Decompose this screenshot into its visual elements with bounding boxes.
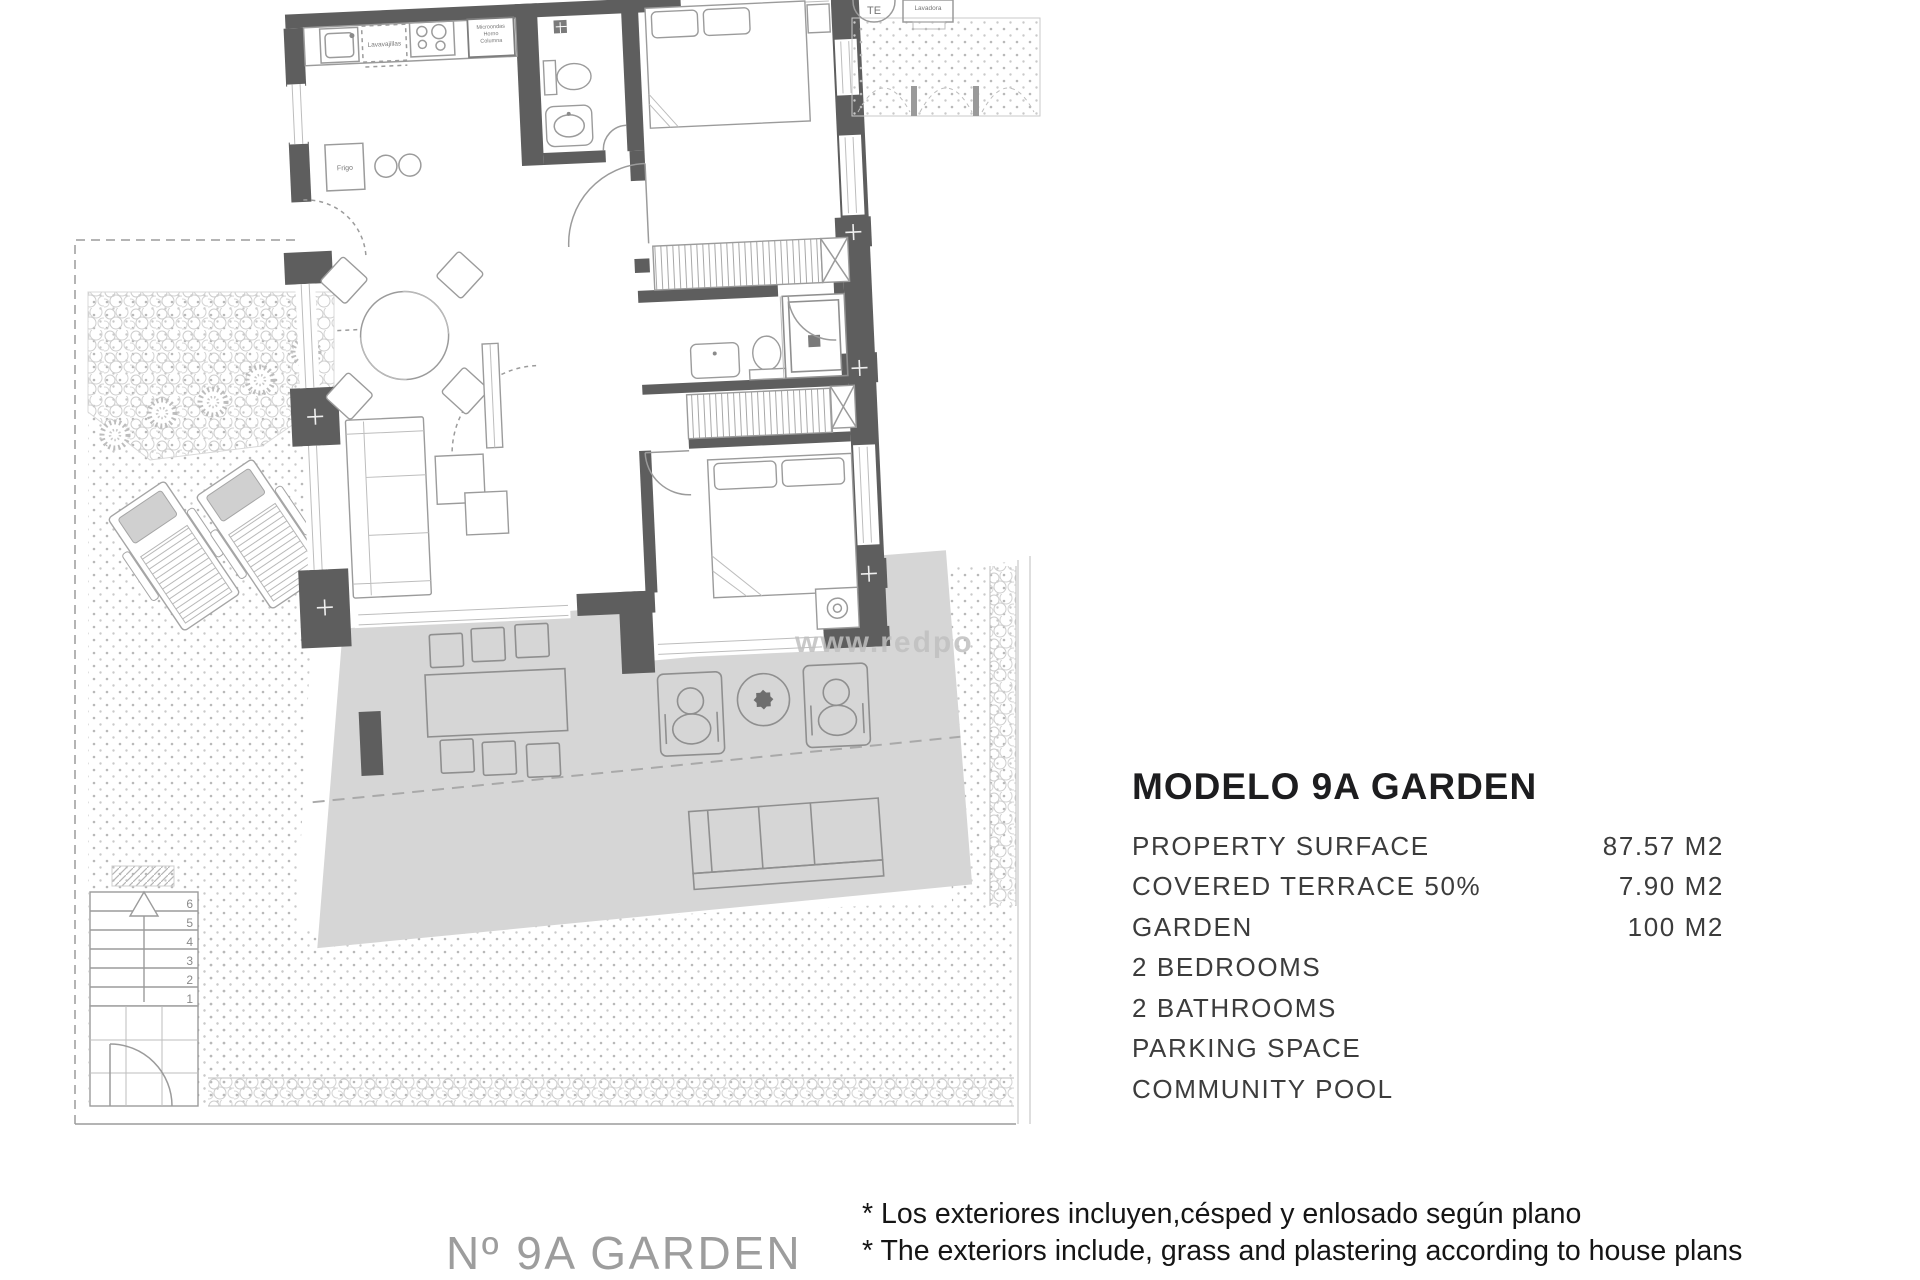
oven-label: Horno bbox=[483, 30, 499, 38]
detail-value: 7.90 M2 bbox=[1618, 871, 1724, 902]
detail-label: COMMUNITY POOL bbox=[1132, 1073, 1394, 1104]
fridge-label: Frigo bbox=[336, 164, 354, 173]
details-panel bbox=[1132, 766, 1724, 1110]
house bbox=[273, 0, 974, 948]
bedroom-1 bbox=[558, 0, 850, 294]
stairs bbox=[90, 892, 198, 1106]
microwave-label: Microondas bbox=[476, 23, 506, 31]
detail-row bbox=[1132, 867, 1724, 908]
sofa bbox=[345, 417, 431, 598]
detail-row bbox=[1132, 948, 1724, 989]
detail-label: 2 BATHROOMS bbox=[1132, 992, 1337, 1023]
stair-number: 2 bbox=[186, 973, 193, 987]
footnote-es: * Los exteriores incluyen,césped y enlosado según plano bbox=[862, 1198, 1582, 1230]
footnotes bbox=[862, 1196, 1742, 1270]
stone-path-right bbox=[990, 566, 1016, 906]
bathroom-1 bbox=[541, 17, 627, 152]
wardrobe bbox=[653, 239, 823, 291]
stair-number: 1 bbox=[186, 992, 193, 1006]
stone-path-bottom bbox=[208, 1078, 1014, 1106]
stair-number: 3 bbox=[186, 954, 193, 968]
stair-number: 5 bbox=[186, 916, 193, 930]
dishwasher-label: Lavavajillas bbox=[367, 40, 402, 49]
detail-row bbox=[1132, 907, 1724, 948]
detail-row bbox=[1132, 1029, 1724, 1070]
detail-label: PROPERTY SURFACE bbox=[1132, 830, 1430, 861]
entry-court bbox=[852, 0, 1040, 116]
hatched-planter bbox=[112, 866, 174, 886]
details-rows bbox=[1132, 826, 1724, 1110]
footnote-en: * The exteriors include, grass and plastering according to house plans bbox=[862, 1235, 1743, 1267]
oven-column bbox=[467, 17, 515, 57]
washer-label: Lavadora bbox=[914, 5, 942, 12]
detail-row bbox=[1132, 1069, 1724, 1110]
electric-panel-label: TE bbox=[866, 5, 882, 17]
column-label: Columna bbox=[480, 37, 503, 45]
detail-label: COVERED TERRACE 50% bbox=[1132, 871, 1482, 902]
detail-label: 2 BEDROOMS bbox=[1132, 952, 1322, 983]
stair-number: 6 bbox=[186, 897, 193, 911]
bathroom-2 bbox=[688, 294, 848, 383]
detail-label: PARKING SPACE bbox=[1132, 1033, 1362, 1064]
detail-row bbox=[1132, 988, 1724, 1029]
plan-number: Nº 9A GARDEN bbox=[446, 1227, 803, 1279]
detail-label: GARDEN bbox=[1132, 911, 1253, 942]
model-title: MODELO 9A GARDEN bbox=[1132, 766, 1538, 807]
hob bbox=[409, 21, 454, 57]
living-dining bbox=[319, 249, 511, 599]
watermark: www.redpo bbox=[795, 626, 974, 659]
wardrobe-2 bbox=[686, 385, 856, 439]
detail-row bbox=[1132, 826, 1724, 867]
stair-number: 4 bbox=[186, 935, 193, 949]
detail-value: 100 M2 bbox=[1627, 911, 1724, 942]
detail-value: 87.57 M2 bbox=[1602, 830, 1724, 861]
